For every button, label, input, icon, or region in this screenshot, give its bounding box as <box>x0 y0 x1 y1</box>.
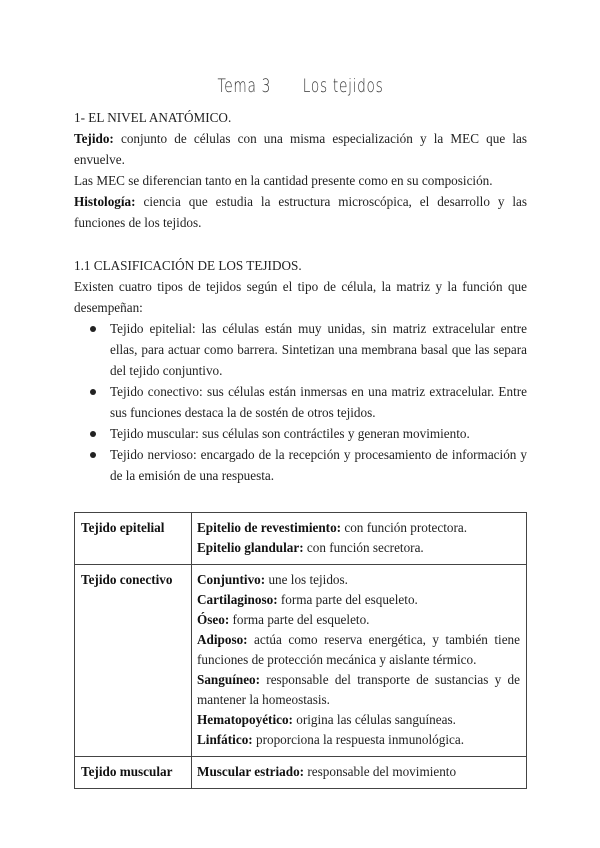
row-label: Tejido epitelial <box>75 513 192 565</box>
definition: forma parte del esqueleto. <box>277 592 418 607</box>
mec-text: Las MEC se diferencian tanto en la cantidad presente como en su composición. <box>74 173 493 188</box>
definition: conjunto de células con una misma especialización y la MEC que las envuelve. <box>74 131 527 167</box>
term: Adiposo: <box>197 632 248 647</box>
term: Conjuntivo: <box>197 572 266 587</box>
definition: proporciona la respuesta inmunológica. <box>252 732 464 747</box>
title-topic-name: Los tejidos <box>302 75 384 97</box>
table-item <box>197 570 520 590</box>
table-item <box>197 610 520 630</box>
definition: ciencia que estudia la estructura microscópica, el desarrollo y las funciones de los tejidos. <box>74 194 527 230</box>
table-item <box>197 590 520 610</box>
term: Cartilaginoso: <box>197 592 278 607</box>
page-title <box>137 76 463 97</box>
table-row <box>75 757 527 789</box>
term: Histología: <box>74 194 136 209</box>
table-row <box>75 513 527 565</box>
table-item <box>197 670 520 710</box>
term: Tejido: <box>74 131 114 146</box>
term: Epitelio de revestimiento: <box>197 520 342 535</box>
list-item: Tejido nervioso: encargado de la recepción y procesamiento de información y de la emisión de una respuesta. <box>88 444 527 486</box>
list-item: Tejido muscular: sus células son contráctiles y generan movimiento. <box>88 423 527 444</box>
term: Óseo: <box>197 612 230 627</box>
term: Epitelio glandular: <box>197 540 304 555</box>
table-item <box>197 762 520 782</box>
row-content <box>192 565 527 757</box>
section-heading: 1.1 CLASIFICACIÓN DE LOS TEJIDOS. <box>74 258 302 273</box>
table-item <box>197 630 520 670</box>
table-item <box>197 538 520 558</box>
list-item: Tejido conectivo: sus células están inmersas en una matriz extracelular. Entre sus funciones destaca la de sostén de otros tejidos. <box>88 381 527 423</box>
definition-histologia <box>74 191 527 233</box>
section-heading: 1- EL NIVEL ANATÓMICO. <box>74 110 232 125</box>
table-item <box>197 518 520 538</box>
title-topic-number: Tema 3 <box>217 75 272 97</box>
definition-tejido <box>74 128 527 170</box>
term: Sanguíneo: <box>197 672 261 687</box>
definition: origina las células sanguíneas. <box>292 712 456 727</box>
row-label: Tejido conectivo <box>75 565 192 757</box>
row-content <box>192 757 527 789</box>
intro-paragraph: Existen cuatro tipos de tejidos según el tipo de célula, la matriz y la función que desempeñan: <box>74 279 527 315</box>
definition: une los tejidos. <box>265 572 348 587</box>
definition: actúa como reserva energética, y también tiene funciones de protección mecánica y aislante térmico. <box>197 632 520 667</box>
row-content <box>192 513 527 565</box>
list-item: Tejido epitelial: las células están muy unidas, sin matriz extracelular entre ellas, para actuar como barrera. Sintetizan una membrana basal que las separa del tejido conjuntivo. <box>88 318 527 381</box>
term: Hematopoyético: <box>197 712 293 727</box>
term: Linfático: <box>197 732 253 747</box>
tissue-list <box>88 318 527 486</box>
tissue-table <box>74 512 527 789</box>
term: Muscular estriado: <box>197 764 305 779</box>
definition: responsable del transporte de sustancias y de mantener la homeostasis. <box>197 672 520 707</box>
table-item <box>197 730 520 750</box>
table-row <box>75 565 527 757</box>
definition: con función protectora. <box>341 520 468 535</box>
definition: forma parte del esqueleto. <box>229 612 370 627</box>
row-label: Tejido muscular <box>75 757 192 789</box>
table-item <box>197 710 520 730</box>
definition: con función secretora. <box>303 540 424 555</box>
definition: responsable del movimiento <box>304 764 457 779</box>
